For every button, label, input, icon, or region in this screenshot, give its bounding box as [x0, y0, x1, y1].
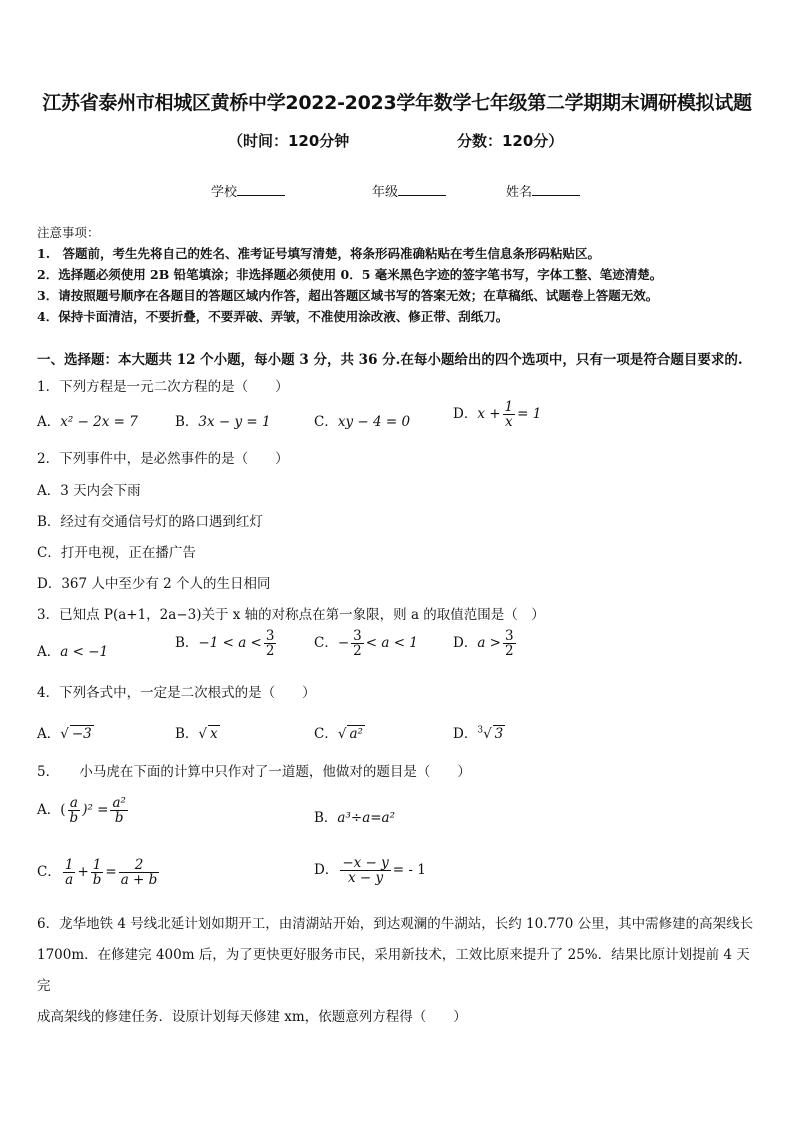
- score-label: 分数：120分）: [457, 132, 564, 150]
- q2-option-d: D．367 人中至少有 2 个人的生日相同: [37, 576, 271, 592]
- q2-option-b: B．经过有交通信号灯的路口遇到红灯: [37, 514, 263, 530]
- q3-option-a: A．a < −1: [37, 644, 109, 660]
- school-field: [211, 181, 285, 200]
- name-label: 姓名: [506, 185, 533, 200]
- q2-option-a: A．3 天内会下雨: [37, 483, 141, 499]
- q1-option-d: D．x + $\frac{1}{x}$ = 1: [453, 399, 542, 431]
- page-title: 江苏省泰州市相城区黄桥中学2022-2023学年数学七年级第二学期期末调研模拟试题: [42, 92, 752, 114]
- q4-option-d: D．$^3$√ 3: [453, 725, 504, 742]
- q4-option-a: A．√ −3: [37, 726, 92, 742]
- notice-item-3: 3．请按照题号顺序在各题目的答题区域内作答，超出答题区域书写的答案无效；在草稿纸、试题卷上答题无效。: [37, 288, 659, 303]
- q6-line-3: 成高架线的修建任务．设原计划每天修建 xm，依题意列方程得（ ）: [37, 1009, 467, 1025]
- q3-option-c: C．− $\frac{3}{2}$ < a < 1: [314, 628, 418, 660]
- name-field: [506, 181, 580, 200]
- q1-stem: 1．下列方程是一元二次方程的是（ ）: [37, 379, 289, 395]
- name-blank[interactable]: [532, 182, 580, 196]
- notice-item-1: 1. 答题前，考生先将自己的姓名、准考证号填写清楚，将条形码准确粘贴在考生信息条形码粘贴区。: [37, 246, 601, 261]
- q4-option-b: B．√ x: [175, 726, 218, 742]
- time-label: （时间：120分钟: [228, 132, 350, 150]
- notice-item-4: 4．保持卡面清洁，不要折叠，不要弄破、弄皱，不准使用涂改液、修正带、刮纸刀。: [37, 309, 509, 324]
- section-heading: 一、选择题：本大题共 12 个小题，每小题 3 分，共 36 分.在每小题给出的四个选项中，只有一项是符合题目要求的.: [37, 352, 743, 368]
- school-label: 学校: [211, 185, 238, 200]
- sqrt-icon: √: [483, 726, 492, 742]
- q6-line-1: 6．龙华地铁 4 号线北延计划如期开工，由清湖站开始，到达观澜的牛湖站，长约 10.770 公里，其中需修建的高架线长: [37, 916, 754, 932]
- q1-option-c: C．xy − 4 = 0: [314, 414, 411, 430]
- q5-stem: 5． 小马虎在下面的计算中只作对了一道题，他做对的题目是（ ）: [37, 764, 471, 780]
- notice-heading: 注意事项：: [37, 225, 100, 240]
- q1-option-b: B．3x − y = 1: [175, 414, 271, 430]
- q6-line-2: 1700m．在修建完 400m 后，为了更快更好服务市民，采用新技术，工效比原来提升了 25%．结果比原计划提前 4 天完: [37, 947, 750, 994]
- q3-stem: 3．已知点 P(a+1，2a−3)关于 x 轴的对称点在第一象限，则 a 的取值范围是（ ）: [37, 607, 545, 623]
- q1-option-a: A．x² − 2x = 7: [37, 414, 138, 430]
- grade-label: 年级: [372, 185, 399, 200]
- sqrt-icon: √: [337, 726, 347, 742]
- q5-option-c: C． $\frac{1}{a}$ + $\frac{1}{b}$ = $\frac{2}{a + b}$: [37, 857, 158, 889]
- q3-option-d: D．a > $\frac{3}{2}$: [453, 628, 514, 660]
- q4-stem: 4．下列各式中，一定是二次根式的是（ ）: [37, 685, 316, 701]
- notice-item-2: 2．选择题必须使用 2B 铅笔填涂；非选择题必须使用 0．5 毫米黑色字迹的签字笔书写，字体工整、笔迹清楚。: [37, 267, 663, 282]
- q5-option-d: D． $\frac{-x - y}{x - y}$ = - 1: [314, 855, 426, 887]
- sqrt-icon: √: [60, 726, 69, 742]
- grade-field: [372, 181, 446, 200]
- q4-option-c: C．√ a²: [314, 726, 363, 742]
- q2-stem: 2．下列事件中，是必然事件的是（ ）: [37, 451, 289, 467]
- q2-option-c: C．打开电视，正在播广告: [37, 545, 196, 561]
- q3-option-b: B．−1 < a < $\frac{3}{2}$: [175, 628, 275, 660]
- grade-blank[interactable]: [398, 182, 446, 196]
- q6-stem: [37, 909, 759, 1033]
- school-blank[interactable]: [237, 182, 285, 196]
- q5-option-a: A．( $\frac{a}{b}$ )² = $\frac{\text{a²}}{b}$: [37, 795, 126, 827]
- q5-option-b: B．a³÷a=a²: [314, 810, 396, 826]
- sqrt-icon: √: [198, 726, 208, 742]
